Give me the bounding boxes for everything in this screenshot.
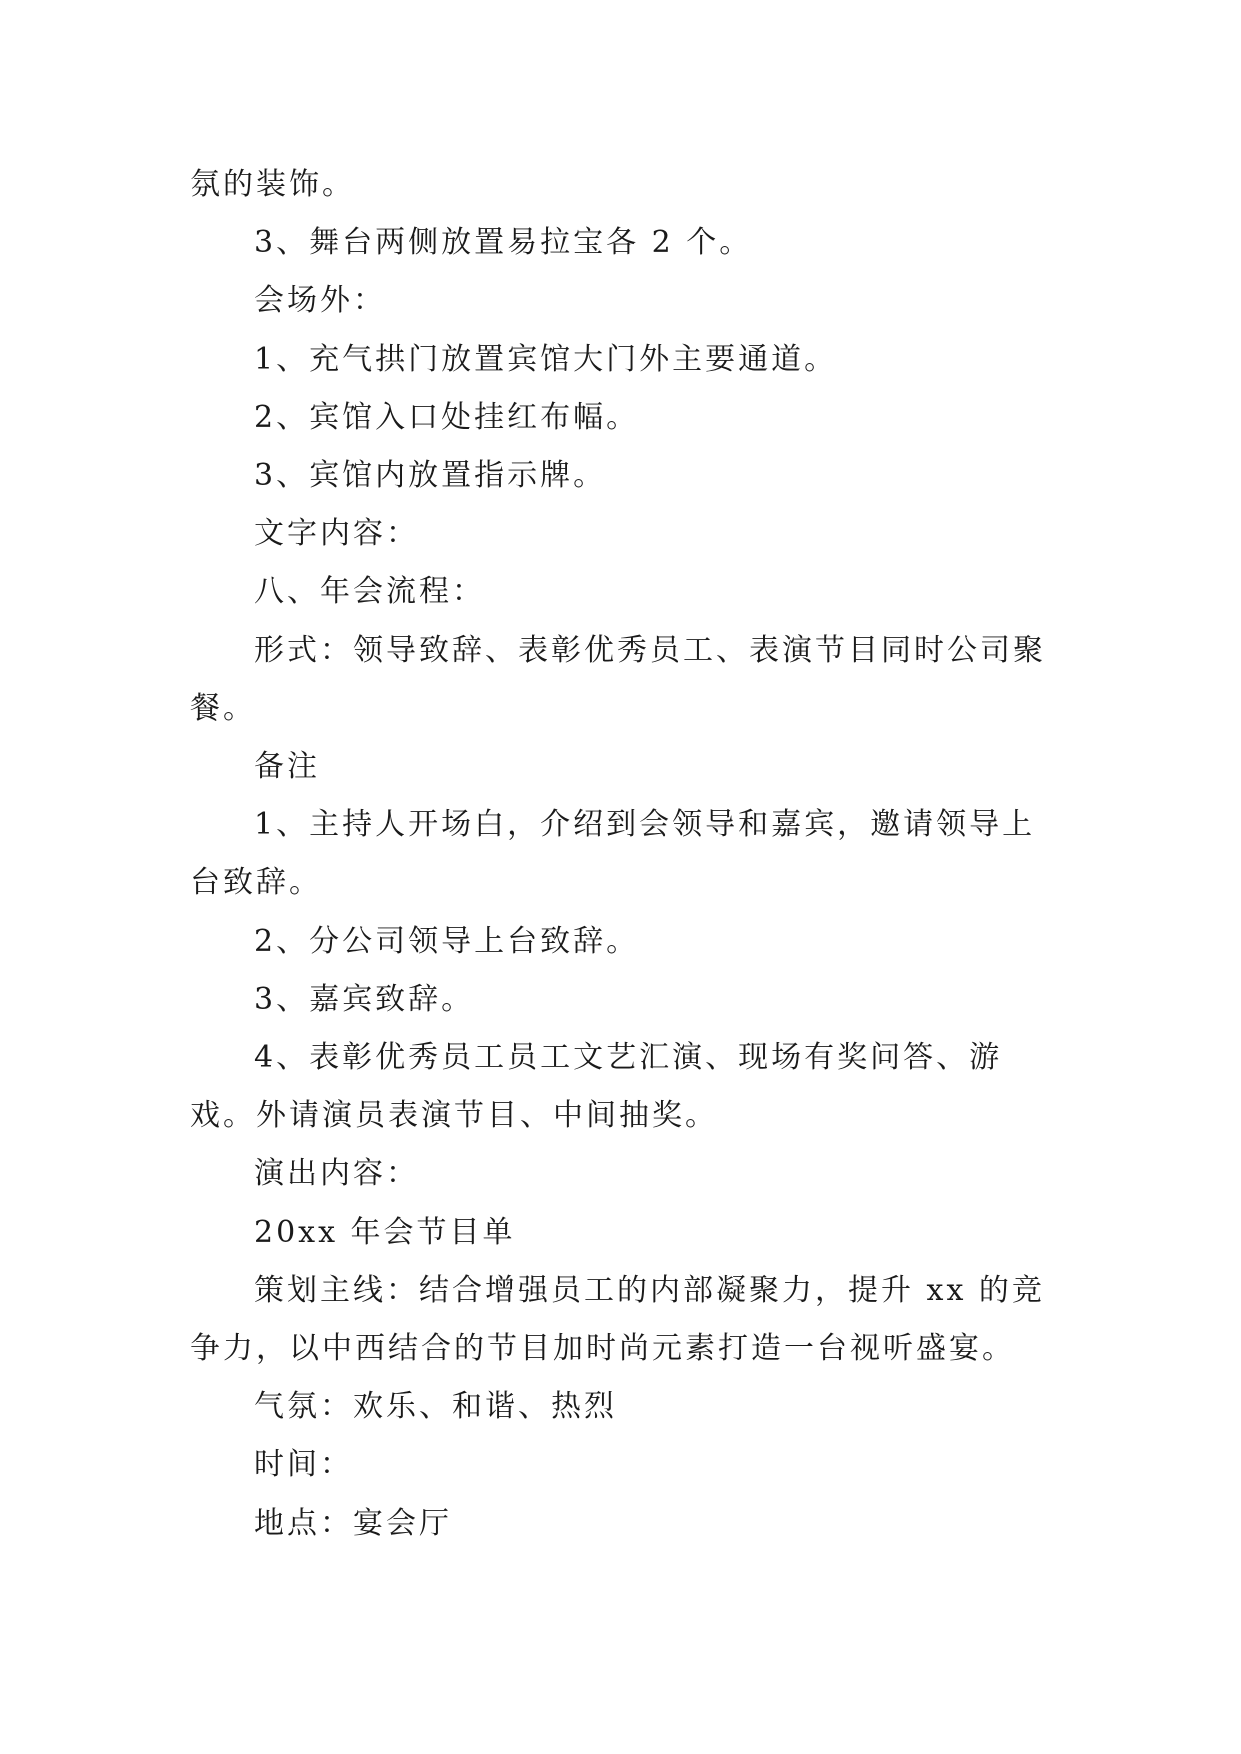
paragraph: 1、主持人开场白，介绍到会领导和嘉宾，邀请领导上台致辞。: [190, 807, 1036, 901]
paragraph: 氛的装饰。: [190, 167, 355, 202]
paragraph: 气氛：欢乐、和谐、热烈: [254, 1389, 617, 1425]
paragraph: 1、充气拱门放置宾馆大门外主要通道。: [254, 341, 838, 377]
paragraph: 4、表彰优秀员工员工文艺汇演、现场有奖问答、游戏。外请演员表演节目、中间抽奖。: [190, 1040, 1003, 1134]
section-heading: 八、年会流程：: [254, 574, 485, 610]
paragraph: 2、宾馆入口处挂红布幅。: [254, 399, 640, 435]
paragraph: 演出内容：: [254, 1156, 419, 1192]
paragraph: 3、宾馆内放置指示牌。: [254, 458, 607, 494]
paragraph: 20xx 年会节目单: [254, 1214, 516, 1250]
paragraph: 地点：宴会厅: [254, 1505, 452, 1541]
paragraph: 会场外：: [254, 283, 386, 319]
paragraph: 备注: [254, 749, 320, 785]
paragraph: 3、舞台两侧放置易拉宝各 2 个。: [254, 225, 753, 261]
paragraph: 策划主线：结合增强员工的内部凝聚力，提升 xx 的竞争力，以中西结合的节目加时尚元素打造一台视听盛宴。: [190, 1272, 1045, 1367]
paragraph: 文字内容：: [254, 516, 419, 552]
paragraph: 时间：: [254, 1447, 353, 1483]
paragraph: 3、嘉宾致辞。: [254, 981, 475, 1017]
paragraph: 形式：领导致辞、表彰优秀员工、表演节目同时公司聚餐。: [190, 632, 1046, 726]
document-body: [190, 156, 1060, 1553]
paragraph: 2、分公司领导上台致辞。: [254, 923, 640, 959]
